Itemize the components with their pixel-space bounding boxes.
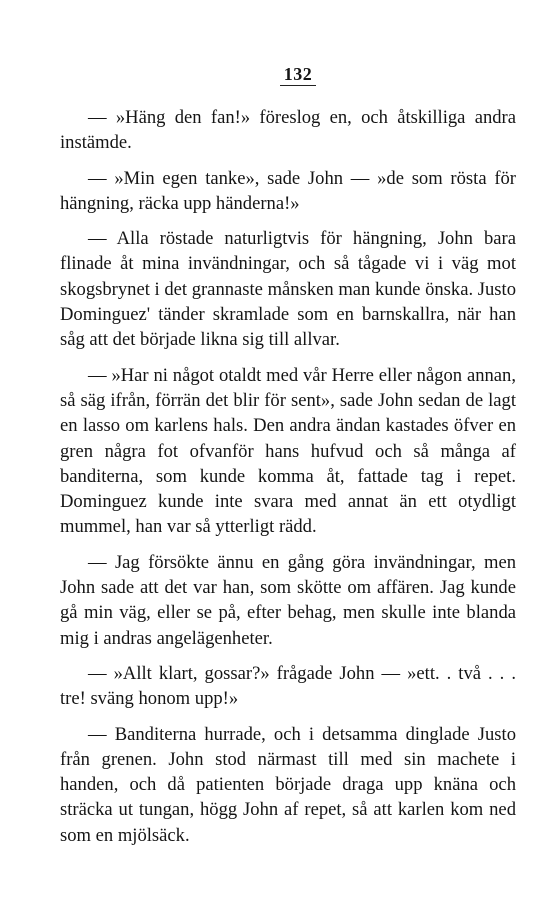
- body-text: [60, 105, 516, 858]
- paragraph: — Banditerna hurrade, och i detsamma dinglade Justo från grenen. John stod närmast till med sin machete i handen, och då patienten började draga upp knäna och sträcka ut tungan, högg John af repet, så att karlen kom ned som en mjölsäck.: [60, 723, 516, 846]
- page-number-text: 132: [280, 64, 317, 86]
- paragraph: — Alla röstade naturligtvis för hängning, John bara flinade åt mina invändningar, och så tågade vi i väg mot skogsbrynet i det grannaste månsken man kunde önska. Justo Dominguez' tänder skramlade som en barnskallra, när han såg att det började likna sig till allvar.: [60, 228, 516, 351]
- paragraph: — Jag försökte ännu en gång göra invändningar, men John sade att det var han, som skötte om affären. Jag kunde gå min väg, eller se på, efter behag, men skulle inte blanda mig i andras angelägenheter.: [60, 551, 516, 649]
- paragraph: — »Har ni något otaldt med vår Herre eller någon annan, så säg ifrån, förrän det blir för sent», sade John sedan de lagt en lasso om karlens hals. Den andra ändan kastades öfver en gren några fot ofvanför hans hufvud och så många af banditerna, som kunde komma åt, fattade tag i repet. Dominguez kunde inte svara med annat än ett otydligt mummel, han var så ytterligt rädd.: [60, 364, 516, 538]
- paragraph: — »Allt klart, gossar?» frågade John — »ett. . två . . . tre! sväng honom upp!»: [60, 662, 516, 710]
- paragraph: — »Min egen tanke», sade John — »de som rösta för hängning, räcka upp händerna!»: [60, 167, 516, 214]
- paragraph: — »Häng den fan!» föreslog en, och åtskilliga andra instämde.: [60, 107, 516, 154]
- page-number: [0, 64, 560, 86]
